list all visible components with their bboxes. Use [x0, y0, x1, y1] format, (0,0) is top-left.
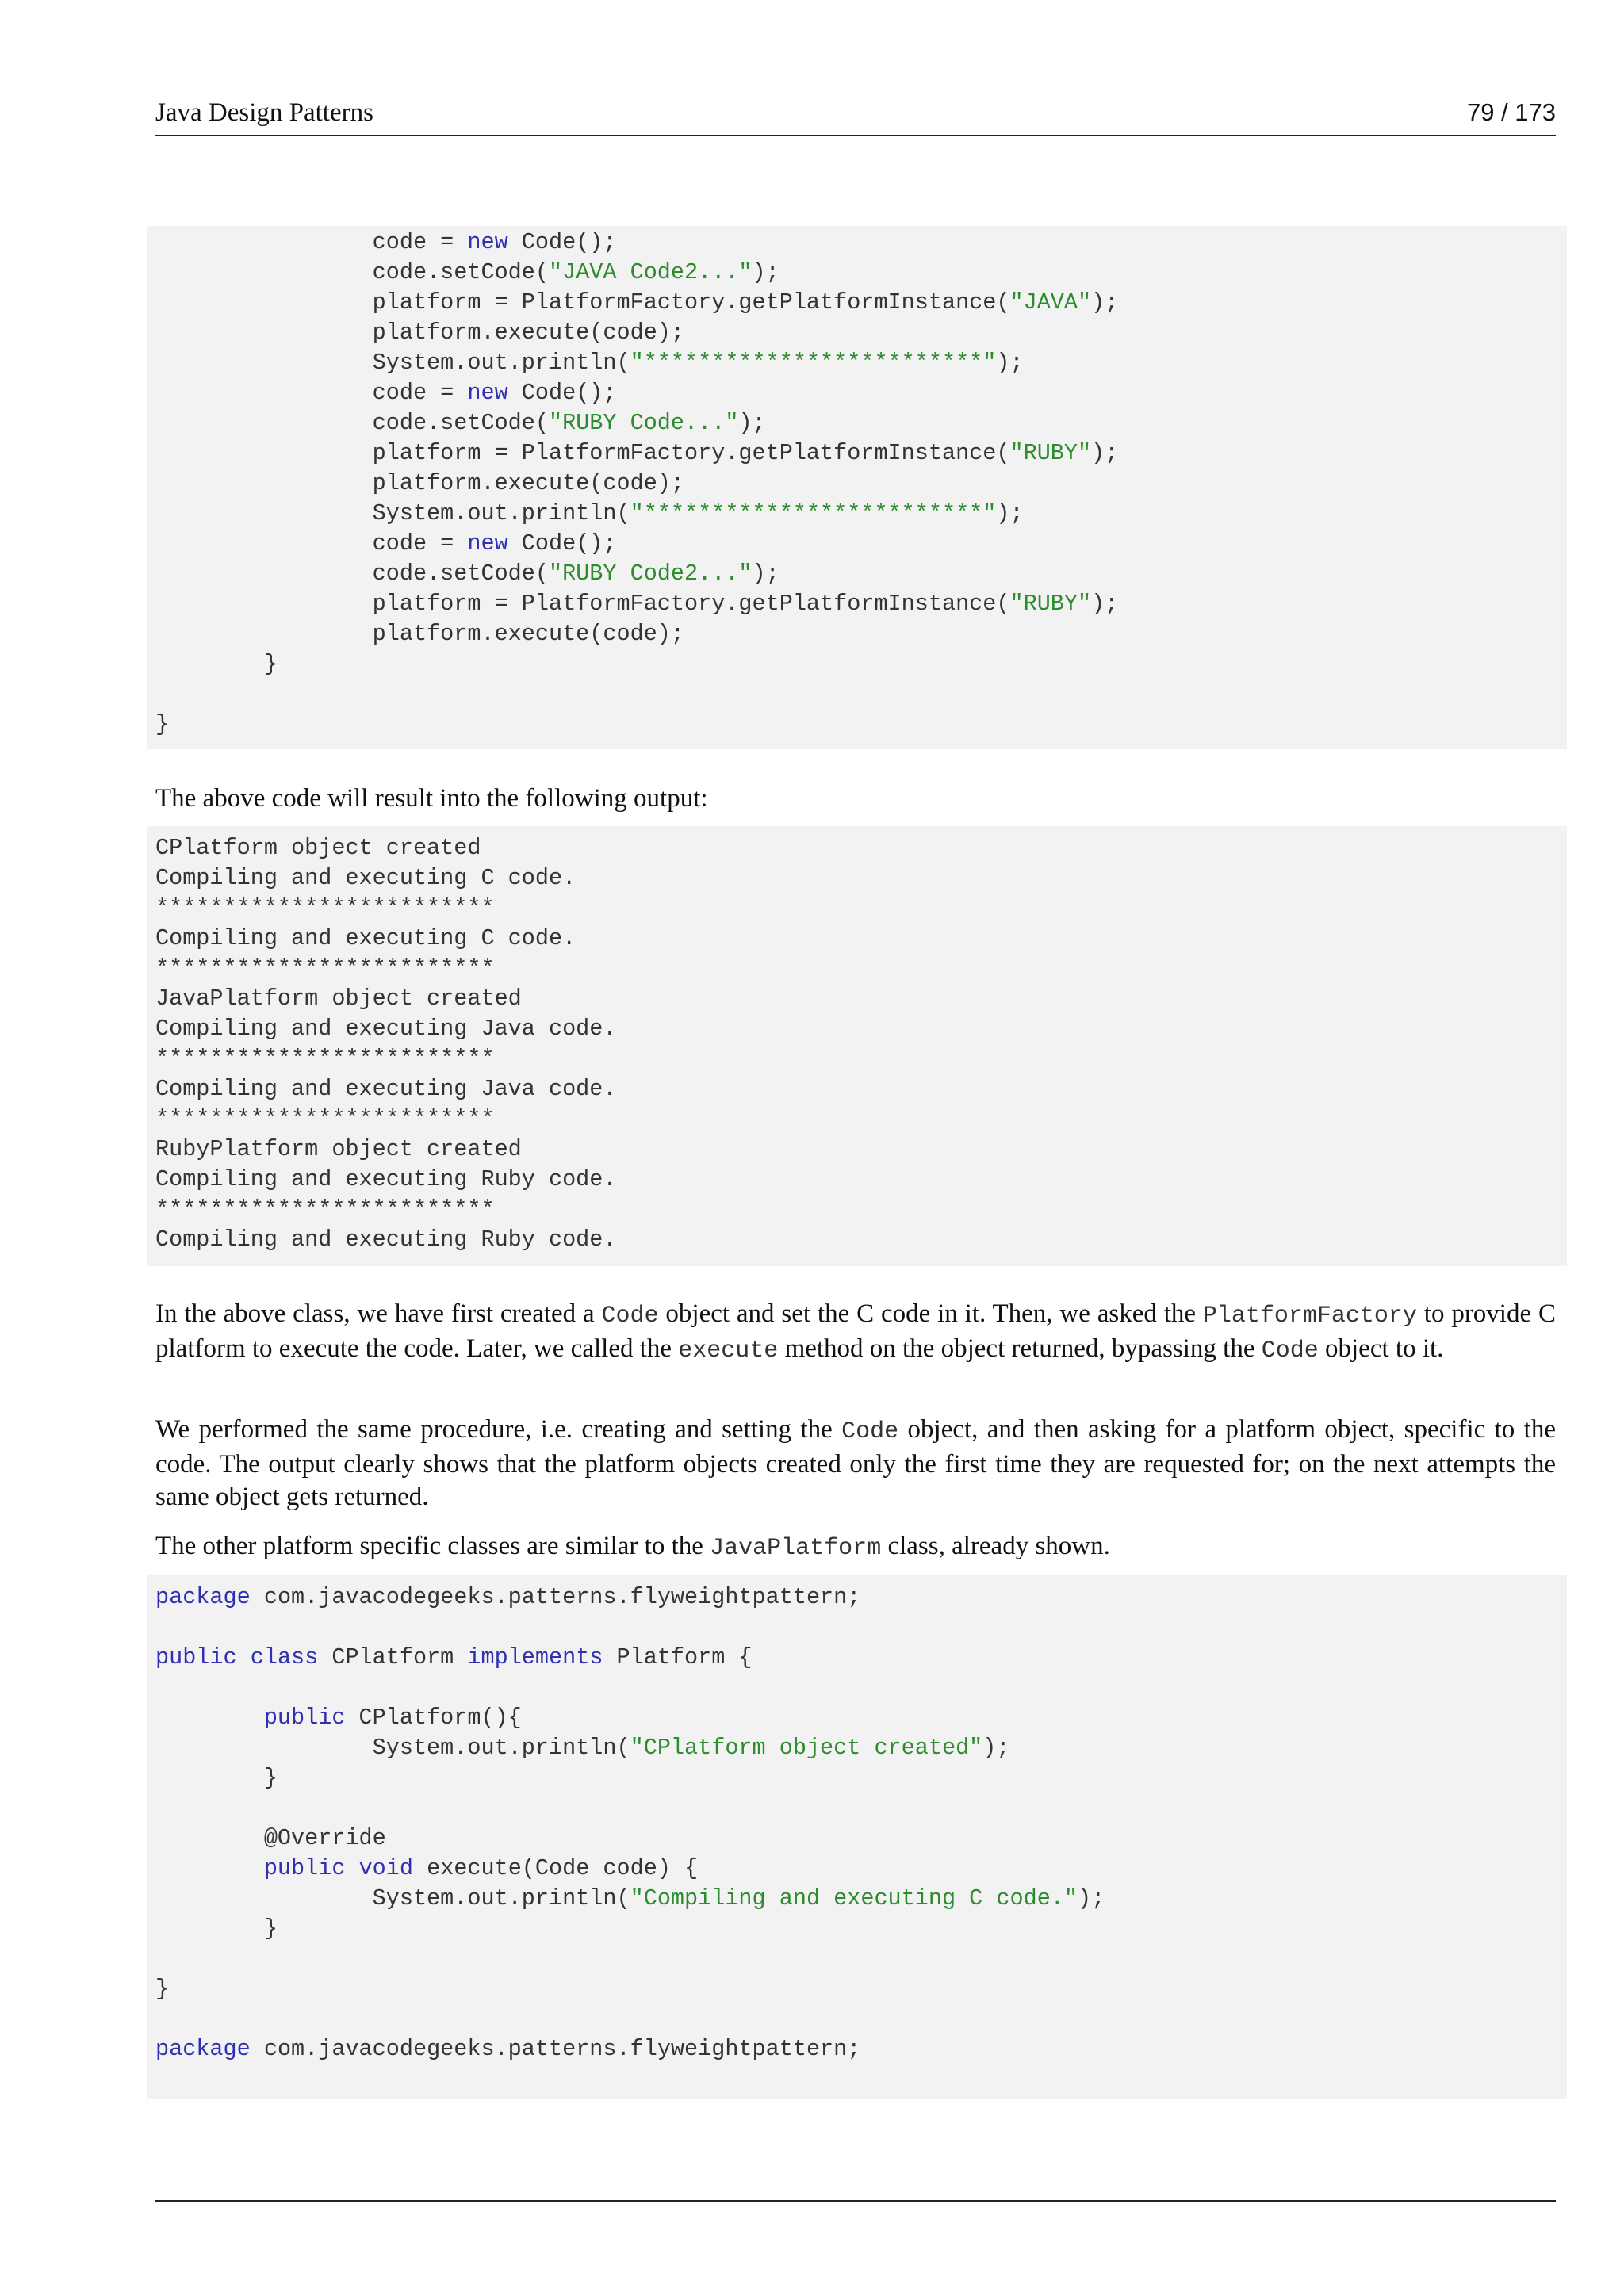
- code-token: }: [155, 651, 278, 677]
- code-token: }: [155, 1915, 278, 1942]
- output-line: RubyPlatform object created: [155, 1136, 522, 1162]
- code-token: void: [358, 1855, 413, 1881]
- code-token: package: [155, 2036, 251, 2062]
- code-token: System.out.println(: [155, 500, 630, 526]
- output-line: *************************: [155, 1046, 495, 1072]
- code-line: [155, 619, 1567, 649]
- code-line: [155, 378, 1567, 408]
- code-line: [155, 288, 1567, 318]
- code-line: [155, 1763, 1567, 1793]
- code-token: new: [467, 530, 508, 557]
- code-line: [155, 1613, 1567, 1643]
- code-token: "RUBY Code2...": [548, 561, 753, 587]
- code-block-cplatform: [147, 1575, 1567, 2099]
- code-token: );: [1078, 1885, 1105, 1911]
- code-token: }: [155, 1976, 170, 2002]
- code-line: [155, 408, 1567, 438]
- code-line: [155, 649, 1567, 679]
- code-token: com.javacodegeeks.patterns.flyweightpattern;: [250, 1584, 861, 1610]
- output-line: Compiling and executing Java code.: [155, 1016, 617, 1042]
- output-line: *************************: [155, 895, 495, 921]
- code-line: [155, 1854, 1567, 1884]
- code-line: [155, 258, 1567, 288]
- code-line: [155, 1914, 1567, 1944]
- code-line: [155, 529, 1567, 559]
- code-line: [155, 679, 1567, 710]
- code-token: );: [752, 259, 779, 285]
- code-line: [155, 1823, 1567, 1854]
- inline-code: execute: [678, 1337, 779, 1364]
- code-line: [155, 2004, 1567, 2034]
- inline-code: Code: [601, 1303, 659, 1330]
- code-token: code =: [155, 229, 468, 255]
- code-line: [155, 710, 1567, 740]
- output-line: Compiling and executing Ruby code.: [155, 1226, 617, 1253]
- code-token: public: [263, 1705, 346, 1731]
- code-token: code =: [155, 380, 468, 406]
- explanation-paragraph-1: [155, 1298, 1556, 1368]
- code-token: "RUBY Code...": [548, 410, 739, 436]
- code-token: System.out.println(: [155, 350, 630, 376]
- code-token: [155, 1705, 264, 1731]
- code-token: );: [1091, 289, 1119, 316]
- output-line: CPlatform object created: [155, 835, 481, 861]
- book-title: Java Design Patterns: [155, 98, 373, 127]
- paragraph-text: method on the object returned, bypassing the: [778, 1334, 1262, 1363]
- code-line: [155, 318, 1567, 348]
- code-token: CPlatform: [318, 1644, 468, 1670]
- code-token: CPlatform(){: [345, 1705, 522, 1731]
- output-line: *************************: [155, 1106, 495, 1132]
- code-token: new: [467, 229, 508, 255]
- inline-code: Code: [841, 1418, 899, 1445]
- code-line: [155, 1643, 1567, 1673]
- code-line: [155, 348, 1567, 378]
- code-token: platform.execute(code);: [155, 621, 685, 647]
- paragraph-text: object, and then asking for a platform object, specific to the code. The output clearly shows that the platform objects created only the first time they are requested for; on the next attempts the same object gets returned.: [155, 1415, 1556, 1511]
- code-line: [155, 1884, 1567, 1914]
- code-token: Code();: [508, 380, 617, 406]
- code-token: package: [155, 1584, 251, 1610]
- code-token: "Compiling and executing C code.": [630, 1885, 1078, 1911]
- code-token: [345, 1855, 358, 1881]
- code-token: );: [996, 350, 1024, 376]
- code-token: execute(Code code) {: [412, 1855, 699, 1881]
- code-token: "*************************": [630, 500, 997, 526]
- code-token: public: [155, 1644, 237, 1670]
- code-line: [155, 228, 1567, 258]
- code-token: );: [752, 561, 779, 587]
- paragraph-text: object and set the C code in it. Then, we asked the: [658, 1299, 1203, 1328]
- output-line: Compiling and executing C code.: [155, 865, 576, 891]
- output-intro-paragraph: The above code will result into the following output:: [155, 784, 708, 813]
- output-line: Compiling and executing C code.: [155, 925, 576, 951]
- code-token: );: [1091, 440, 1119, 466]
- code-token: "RUBY": [1009, 440, 1092, 466]
- code-line: [155, 1974, 1567, 2004]
- output-line: *************************: [155, 955, 495, 982]
- code-token: code.setCode(: [155, 410, 549, 436]
- code-token: "JAVA Code2...": [548, 259, 753, 285]
- output-line: JavaPlatform object created: [155, 985, 522, 1012]
- code-token: code.setCode(: [155, 259, 549, 285]
- code-line: [155, 469, 1567, 499]
- paragraph-text: object to it.: [1318, 1334, 1444, 1363]
- footer-rule: [155, 2200, 1556, 2202]
- code-line: [155, 438, 1567, 469]
- code-token: platform = PlatformFactory.getPlatformInstance(: [155, 440, 1010, 466]
- code-line: [155, 1703, 1567, 1733]
- output-line: *************************: [155, 1196, 495, 1223]
- code-token: Code();: [508, 229, 617, 255]
- paragraph-text: In the above class, we have first created a: [155, 1299, 602, 1328]
- code-line: [155, 1582, 1567, 1613]
- program-output-block: [147, 826, 1567, 1266]
- code-token: Code();: [508, 530, 617, 557]
- code-token: implements: [467, 1644, 603, 1670]
- code-token: [155, 1855, 264, 1881]
- code-token: "*************************": [630, 350, 997, 376]
- code-token: code =: [155, 530, 468, 557]
- code-line: [155, 559, 1567, 589]
- inline-code: PlatformFactory: [1202, 1303, 1417, 1330]
- code-token: );: [1091, 591, 1119, 617]
- code-token: "JAVA": [1009, 289, 1092, 316]
- paragraph-text: class, already shown.: [881, 1532, 1110, 1560]
- code-token: }: [155, 711, 170, 737]
- page-number: 79 / 173: [1466, 98, 1556, 126]
- inline-code: JavaPlatform: [710, 1535, 882, 1562]
- code-token: @Override: [155, 1825, 386, 1851]
- code-token: System.out.println(: [155, 1885, 630, 1911]
- output-line: Compiling and executing Ruby code.: [155, 1166, 617, 1192]
- code-token: }: [155, 1765, 278, 1791]
- code-token: code.setCode(: [155, 561, 549, 587]
- code-token: platform = PlatformFactory.getPlatformInstance(: [155, 289, 1010, 316]
- code-token: platform.execute(code);: [155, 320, 685, 346]
- code-token: public: [263, 1855, 346, 1881]
- code-token: platform = PlatformFactory.getPlatformInstance(: [155, 591, 1010, 617]
- code-token: Platform {: [603, 1644, 753, 1670]
- code-line: [155, 1673, 1567, 1703]
- paragraph-text: The other platform specific classes are similar to the: [155, 1532, 710, 1560]
- explanation-paragraph-2: [155, 1414, 1556, 1513]
- code-line: [155, 499, 1567, 529]
- code-token: platform.execute(code);: [155, 470, 685, 496]
- code-token: System.out.println(: [155, 1735, 630, 1761]
- code-line: [155, 1793, 1567, 1823]
- output-line: Compiling and executing Java code.: [155, 1076, 617, 1102]
- code-line: [155, 589, 1567, 619]
- code-token: "CPlatform object created": [630, 1735, 983, 1761]
- paragraph-text: to provide C platform to execute the code. Later, we called the: [155, 1299, 1556, 1363]
- explanation-paragraph-3: [155, 1530, 1556, 1565]
- code-token: );: [982, 1735, 1010, 1761]
- code-line: [155, 2034, 1567, 2064]
- code-token: );: [996, 500, 1024, 526]
- paragraph-text: We performed the same procedure, i.e. creating and setting the: [155, 1415, 842, 1444]
- code-line: [155, 1944, 1567, 1974]
- code-token: "RUBY": [1009, 591, 1092, 617]
- code-token: class: [250, 1644, 319, 1670]
- code-line: [155, 1733, 1567, 1763]
- code-token: new: [467, 380, 508, 406]
- code-token: );: [738, 410, 766, 436]
- code-token: com.javacodegeeks.patterns.flyweightpattern;: [250, 2036, 861, 2062]
- code-block-main-method: [147, 226, 1567, 749]
- page-header: [155, 95, 1556, 136]
- inline-code: Code: [1261, 1337, 1319, 1364]
- code-token: [237, 1644, 251, 1670]
